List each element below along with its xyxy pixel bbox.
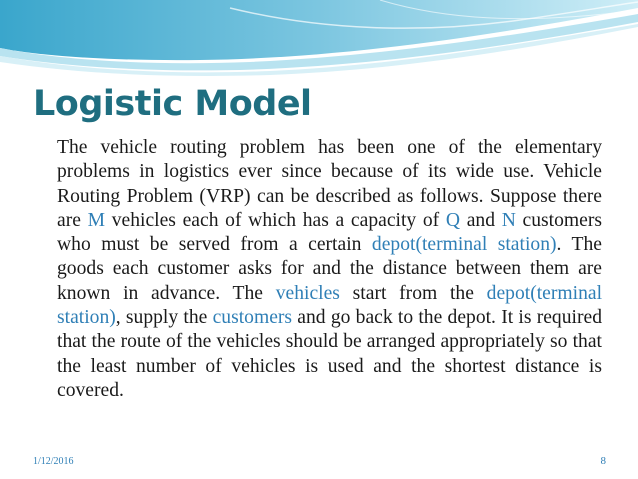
body-text-segment: start from the xyxy=(339,282,487,304)
body-text-segment: and xyxy=(460,209,502,231)
slide-title: Logistic Model xyxy=(33,84,312,124)
highlight-term-vehicles: vehicles xyxy=(275,282,340,304)
body-text-segment: , supply the xyxy=(115,307,213,329)
page-number: 8 xyxy=(600,455,606,467)
body-text-segment: customers who must be served from a certain xyxy=(57,209,602,256)
body-text-segment: The vehicle routing problem has been one of the elementary problems in logistics ever since because of its wide use. Vehicle Routing Problem (VRP) can be described as follows. Suppose there are xyxy=(57,137,602,231)
highlight-term-m: M xyxy=(87,209,106,231)
highlight-term-customers: customers xyxy=(212,307,293,329)
highlight-term-depot: depot(terminal station) xyxy=(371,234,557,256)
body-text-segment: . The goods each customer asks for and the distance between them are known in advance. The xyxy=(57,234,603,304)
highlight-term-depot: depot(terminal station) xyxy=(57,282,603,329)
body-text-segment: and go back to the depot. It is required that the route of the vehicles should be arranged appropriately so that the least number of vehicles is used and the shortest distance is covered. xyxy=(57,307,602,401)
footer-date: 1/12/2016 xyxy=(33,456,74,467)
highlight-term-n: N xyxy=(501,209,516,231)
header-wave-decoration xyxy=(0,0,638,80)
body-paragraph xyxy=(57,136,602,403)
body-text-segment: vehicles each of which has a capacity of xyxy=(105,209,446,231)
highlight-term-q: Q xyxy=(445,209,461,231)
